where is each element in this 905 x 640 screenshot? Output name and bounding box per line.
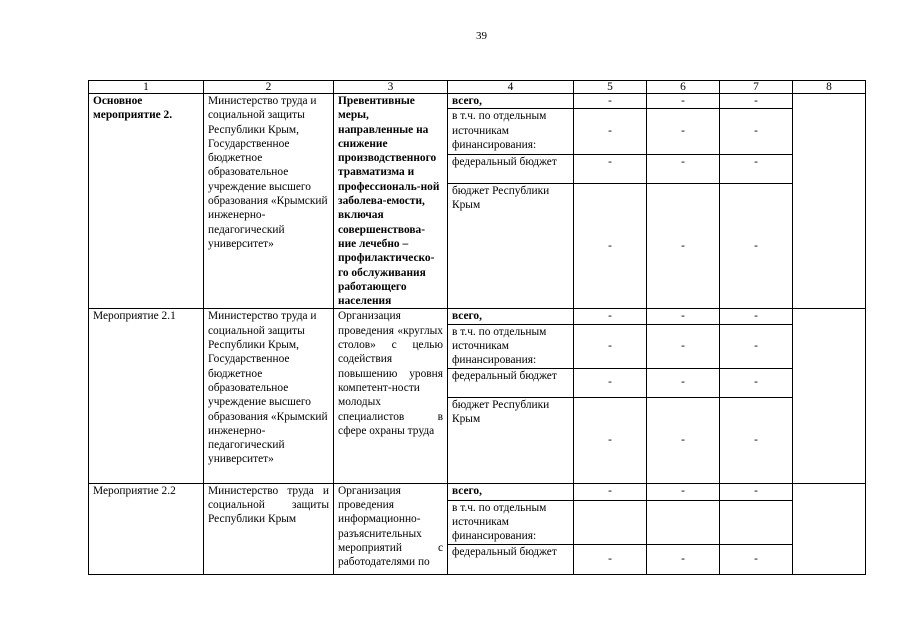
value-cell: -: [720, 544, 793, 574]
value-cell: [647, 500, 720, 544]
source-cell: федеральный бюджет: [448, 544, 574, 574]
value-cell: -: [647, 154, 720, 183]
value-cell: -: [574, 154, 647, 183]
executor-cell: Министерство труда и социальной защиты Республики Крым: [204, 483, 334, 574]
table-row: [89, 483, 866, 500]
value-cell: -: [574, 324, 647, 368]
source-cell: всего,: [448, 483, 574, 500]
value-cell: -: [574, 483, 647, 500]
header-cell: 4: [448, 81, 574, 94]
value-cell: -: [720, 324, 793, 368]
header-cell: 3: [334, 81, 448, 94]
value-cell: [574, 500, 647, 544]
value-cell: -: [720, 368, 793, 397]
value-cell: -: [720, 483, 793, 500]
source-cell: федеральный бюджет: [448, 154, 574, 183]
source-cell: всего,: [448, 309, 574, 324]
program-table: [88, 80, 866, 575]
activity-label: Мероприятие 2.2: [89, 483, 204, 574]
activity-label: Основное мероприятие 2.: [89, 94, 204, 309]
value-cell: -: [720, 309, 793, 324]
source-cell: в т.ч. по отдельным источникам финансирования:: [448, 500, 574, 544]
source-cell: бюджет Республики Крым: [448, 183, 574, 309]
value-cell: -: [574, 94, 647, 109]
header-cell: 7: [720, 81, 793, 94]
value-cell: -: [720, 397, 793, 483]
source-cell: федеральный бюджет: [448, 368, 574, 397]
value-cell: -: [647, 109, 720, 154]
executor-cell: Министерство труда и социальной защиты Республики Крым, Государственное бюджетное образовательное учреждение высшего образования «Крымский инженерно-педагогический университет»: [204, 94, 334, 309]
page-number: 39: [476, 30, 487, 42]
source-cell: в т.ч. по отдельным источникам финансирования:: [448, 109, 574, 154]
header-cell: 6: [647, 81, 720, 94]
header-cell: 8: [793, 81, 866, 94]
value-cell: -: [574, 183, 647, 309]
value-cell: -: [647, 324, 720, 368]
table-row: [89, 94, 866, 109]
table-row: [89, 309, 866, 324]
header-cell: 2: [204, 81, 334, 94]
source-cell: бюджет Республики Крым: [448, 397, 574, 483]
value-cell: -: [647, 183, 720, 309]
description-cell: Организация проведения информационно-разъяснительных мероприятий с работодателями по: [334, 483, 448, 574]
value-cell: [720, 500, 793, 544]
header-cell: 5: [574, 81, 647, 94]
empty-cell: [793, 309, 866, 483]
value-cell: -: [720, 109, 793, 154]
activity-label: Мероприятие 2.1: [89, 309, 204, 483]
header-cell: 1: [89, 81, 204, 94]
header-row: [89, 81, 866, 94]
empty-cell: [793, 483, 866, 574]
value-cell: -: [574, 368, 647, 397]
description-cell: Организация проведения «круглых столов» с целью содействия повышению уровня компетент-ности молодых специалистов в сфере охраны труда: [334, 309, 448, 483]
value-cell: -: [647, 368, 720, 397]
value-cell: -: [574, 309, 647, 324]
value-cell: -: [647, 397, 720, 483]
value-cell: -: [720, 94, 793, 109]
value-cell: -: [647, 94, 720, 109]
value-cell: -: [720, 154, 793, 183]
value-cell: -: [574, 544, 647, 574]
executor-cell: Министерство труда и социальной защиты Республики Крым, Государственное бюджетное образовательное учреждение высшего образования «Крымский инженерно-педагогический университет»: [204, 309, 334, 483]
empty-cell: [793, 94, 866, 309]
source-cell: в т.ч. по отдельным источникам финансирования:: [448, 324, 574, 368]
value-cell: -: [647, 544, 720, 574]
value-cell: -: [720, 183, 793, 309]
value-cell: -: [574, 109, 647, 154]
description-cell: Превентивные меры, направленные на снижение производственного травматизма и профессиональ-ной заболева-емости, включая совершенствова-ние лечебно – профилактическо-го обслуживания работающего населения: [334, 94, 448, 309]
value-cell: -: [647, 309, 720, 324]
value-cell: -: [647, 483, 720, 500]
value-cell: -: [574, 397, 647, 483]
source-cell: всего,: [448, 94, 574, 109]
